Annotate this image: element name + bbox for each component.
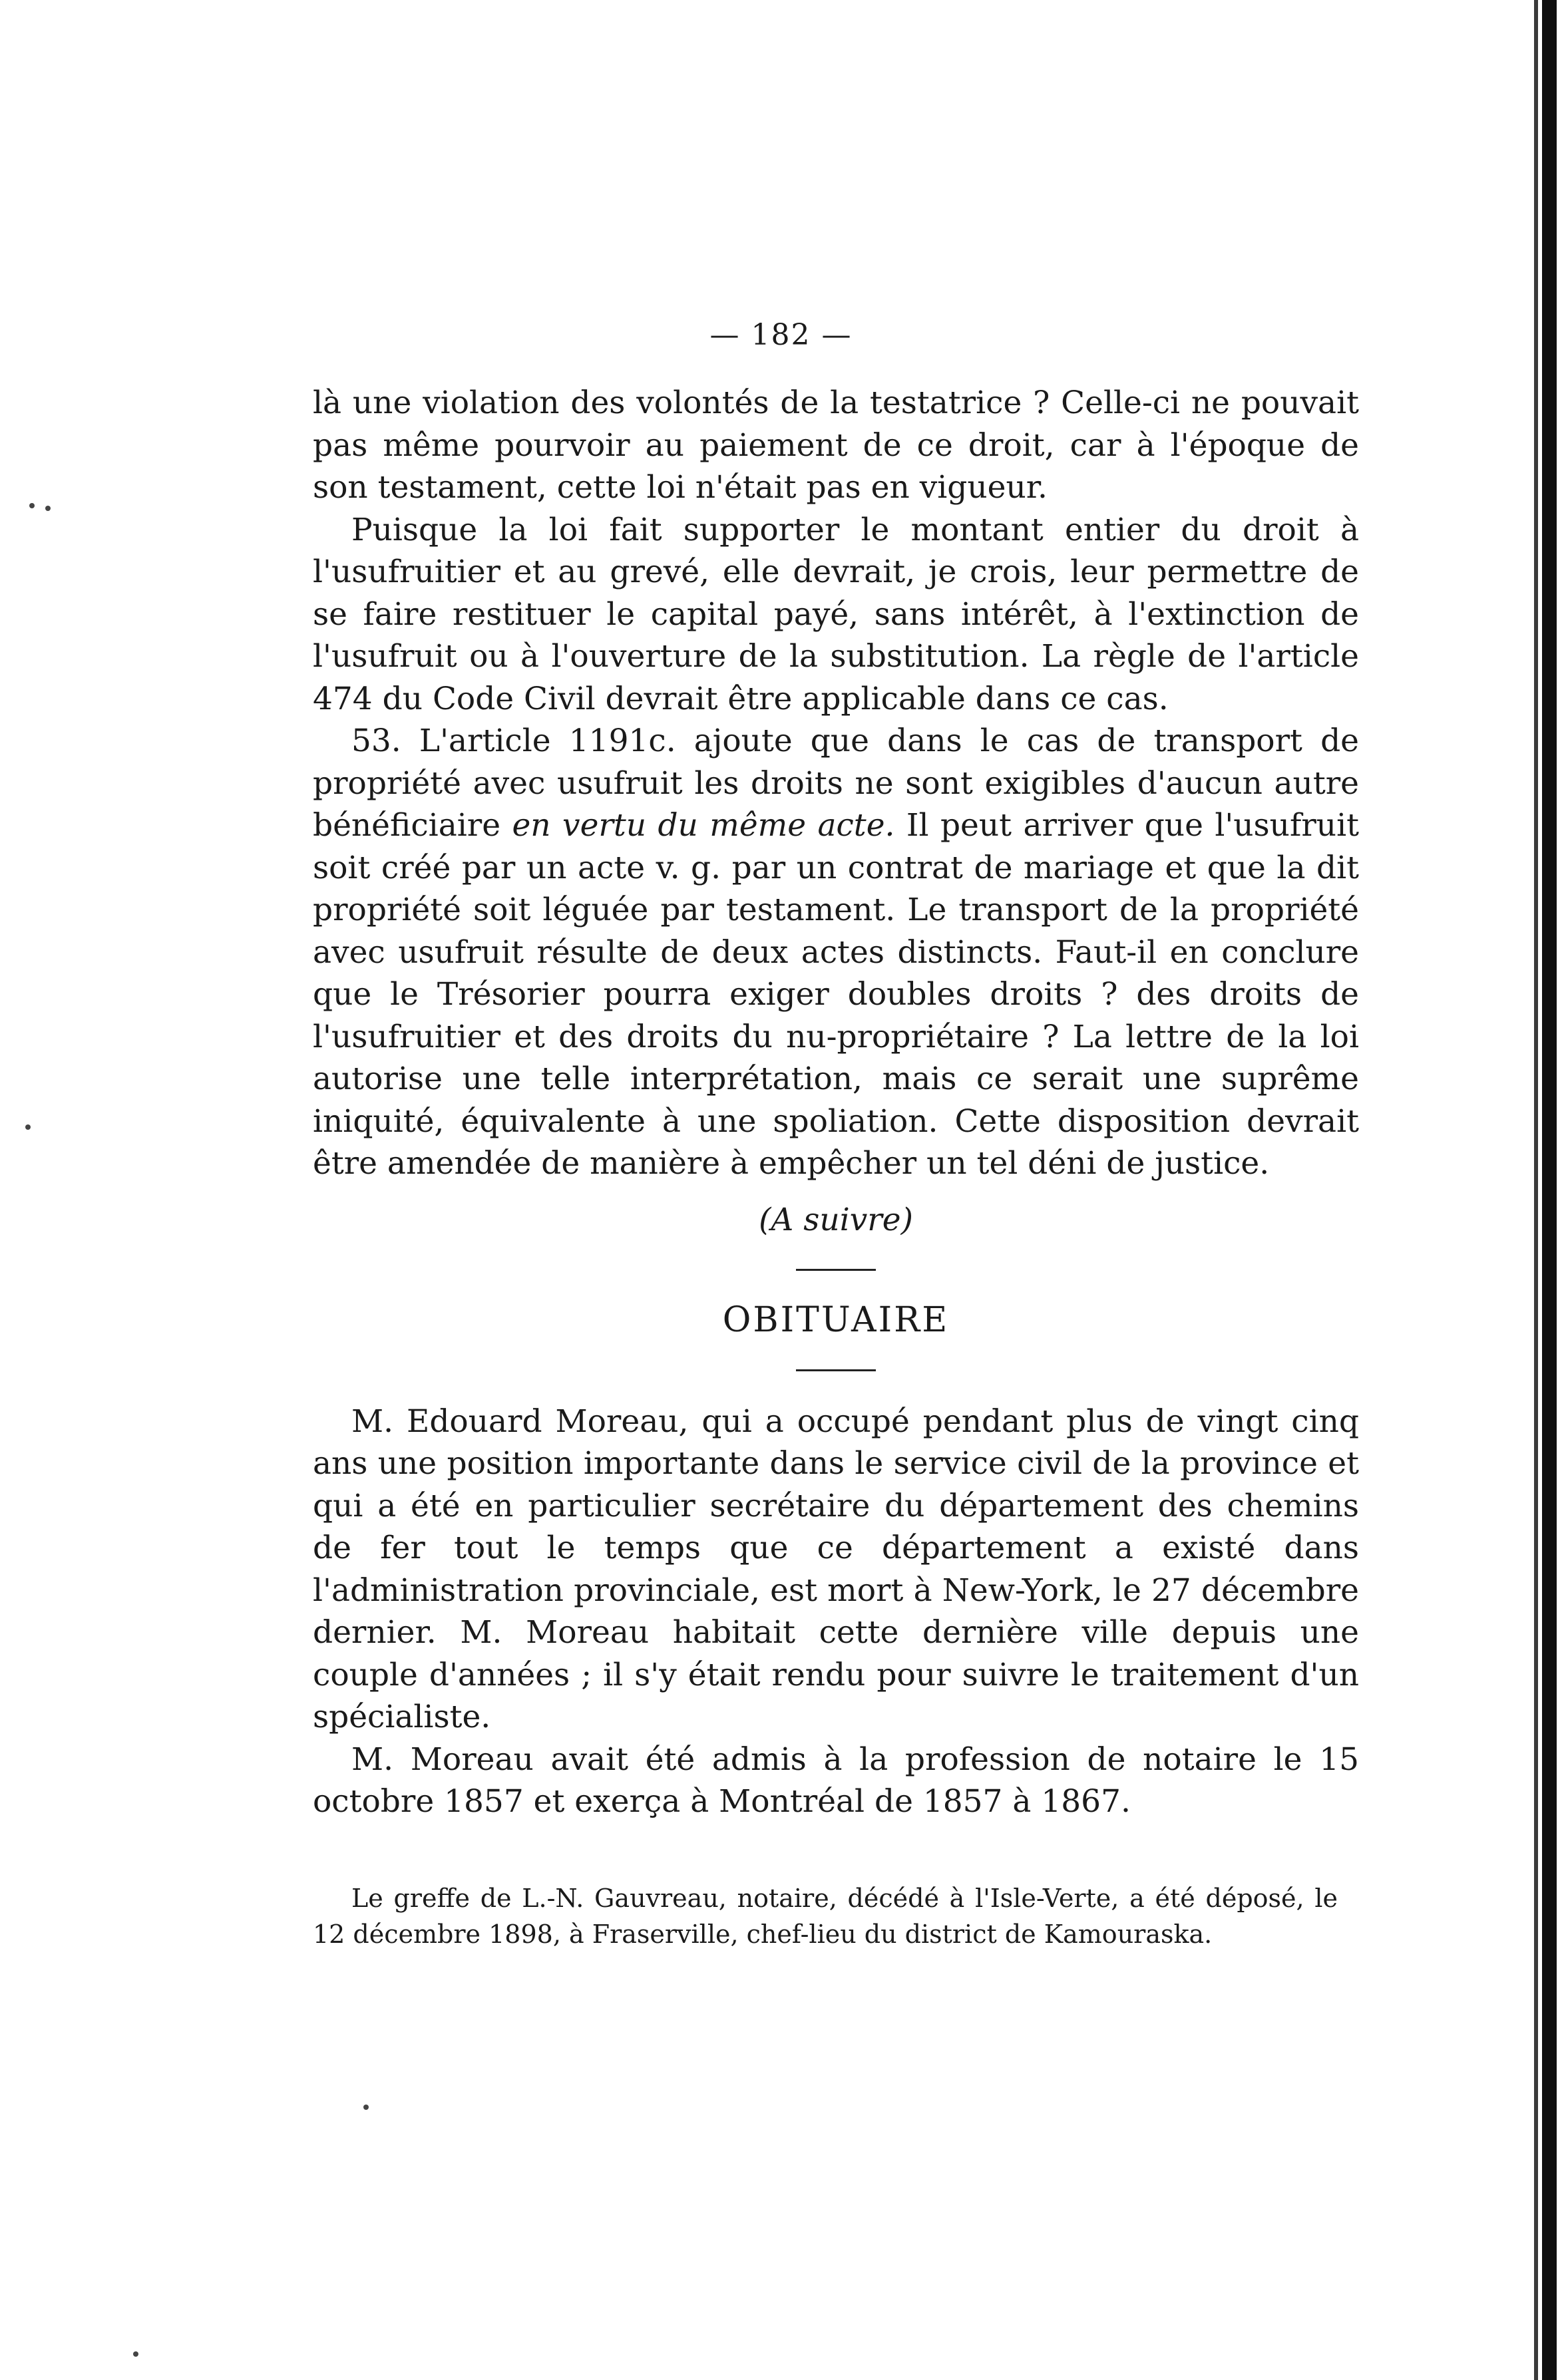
paragraph: [313, 720, 1359, 1185]
obituary-title: OBITUAIRE: [722, 1299, 950, 1340]
scan-speck: [133, 2351, 138, 2357]
paragraph: Puisque la loi fait supporter le montant entier du droit à l'usufruitier et au grevé, elle devrait, je crois, leur permettre de se faire restituer le capital payé, sans intérêt, à l'extinction de l'usufruit ou à l'ouverture de la substitution. La règle de l'article 474 du Code Civil devrait être applicable dans ce cas.: [313, 511, 1359, 717]
section-divider: [796, 1269, 876, 1271]
scan-speck: [29, 503, 35, 508]
page-number: — 182 —: [709, 318, 853, 352]
scan-speck: [363, 2105, 369, 2110]
paragraph: là une violation des volontés de la testatrice ? Celle-ci ne pouvait pas même pourvoir au paiement de ce droit, car à l'époque de son testament, cette loi n'était pas en vigueur.: [313, 385, 1359, 506]
scan-speck: [25, 1124, 31, 1130]
footnote: Le greffe de L.-N. Gauvreau, notaire, décédé à l'Isle-Verte, a été déposé, le 12 décembre 1898, à Fraserville, chef-lieu du district de Kamouraska.: [313, 1884, 1338, 1949]
italic-phrase: en vertu du même acte.: [512, 807, 895, 844]
to-be-continued: (A suivre): [759, 1201, 913, 1238]
binding-edge-shadow: [1534, 0, 1538, 2380]
scan-speck: [45, 506, 51, 511]
article-body: [313, 382, 1359, 1823]
paragraph-text: Il peut arriver que l'usufruit soit créé par un acte v. g. par un contrat de mariage et que la dit propriété soit léguée par testament. Le transport de la propriété avec usufruit résulte de deux actes distincts. Faut-il en conclure que le Trésorier pourra exiger doubles droits ? des droits de l'usufruitier et des droits du nu-propriétaire ? La lettre de la loi autorise une telle interprétation, mais ce serait une suprême iniquité, équivalente à une spoliation. Cette disposition devrait être amendée de manière à empêcher un tel déni de justice.: [313, 807, 1359, 1182]
paragraph-text: 53. L'article 1191c. ajoute que dans le cas de transport de propriété avec usufruit les droits ne sont exigibles d'aucun autre bénéficiaire: [313, 723, 1359, 844]
binding-edge: [1542, 0, 1557, 2380]
obituary-paragraph: M. Edouard Moreau, qui a occupé pendant plus de vingt cinq ans une position importante dans le service civil de la province et qui a été en particulier secrétaire du département des chemins de fer tout le temps que ce département a existé dans l'administration provinciale, est mort à New-York, le 27 décembre dernier. M. Moreau habitait cette dernière ville depuis une couple d'années ; il s'y était rendu pour suivre le traitement d'un spécialiste.: [313, 1403, 1359, 1735]
obituary-paragraph: M. Moreau avait été admis à la profession de notaire le 15 octobre 1857 et exerça à Montréal de 1857 à 1867.: [313, 1741, 1359, 1820]
section-divider: [796, 1369, 876, 1371]
